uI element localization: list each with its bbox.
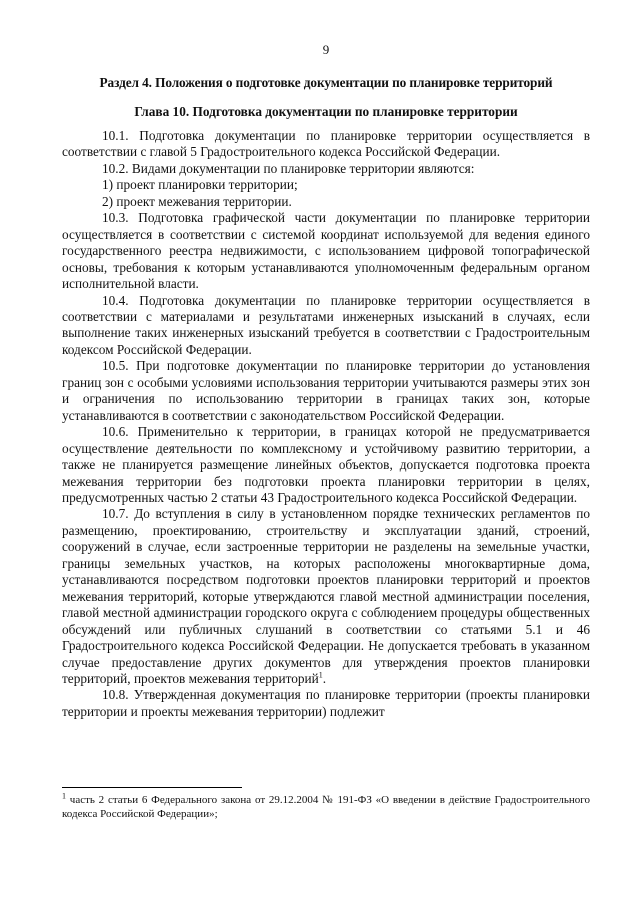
list-item-2: 2) проект межевания территории.	[102, 193, 292, 209]
paragraph-10-2: 10.2. Видами документации по планировке территории являются:	[102, 160, 475, 176]
footnote-marker: 1	[62, 791, 66, 801]
paragraph-10-1: 10.1. Подготовка документации по планировке территории осуществляется в соответствии с главой 5 Градостроительного кодекса Российской Федерации.	[62, 128, 590, 160]
paragraph-10-5: 10.5. При подготовке документации по планировке территории до установления границ зон с особыми условиями использования территории учитываются размеры этих зон и ограничения по использованию территории в границах таких зон, которые устанавливаются в соответствии с законодательством Российской Федерации.	[62, 358, 590, 423]
paragraph-10-3: 10.3. Подготовка графической части документации по планировке территории осуществляется в соответствии с системой координат используемой для ведения единого государственного реестра недвижимости, с использованием цифровой топографической основы, требования к которым устанавливаются уполномоченным федеральным органом исполнительной власти.	[62, 210, 590, 292]
paragraph-10-8: 10.8. Утвержденная документация по планировке территории (проекты планировки территории и проекты межевания территории) подлежит	[62, 687, 590, 719]
footnote	[62, 793, 590, 821]
document-page	[62, 0, 590, 720]
section-title: Раздел 4. Положения о подготовке документации по планировке территорий	[99, 75, 553, 90]
paragraph-10-7-text: 10.7. До вступления в силу в установленном порядке технических регламентов по размещению, проектированию, строительству и эксплуатации зданий, строений, сооружений в случае, если застроенные территории не разделены на земельные участки, границы земельных участков, на которых расположены многоквартирные дома, устанавливаются посредством подготовки проектов планировки территорий и проектов межевания территорий, которые утверждаются главой местной администрации поселения, главой местной администрации городского округа с соблюдением процедуры общественных обсуждений или публичных слушаний в соответствии со статьями 5.1 и 46 Градостроительного кодекса Российской Федерации. Не допускается требовать в указанном случае предоставление других документов для утверждения проектов планировки территорий, проектов межевания территорий	[62, 506, 590, 686]
page-number: 9	[322, 42, 330, 57]
paragraph-10-4: 10.4. Подготовка документации по планировке территории осуществляется в соответствии с материалами и результатами инженерных изысканий в случаях, если выполнение таких инженерных изысканий требуется в соответствии с Градостроительным кодексом Российской Федерации.	[62, 292, 590, 357]
footnote-reference: 1	[318, 670, 323, 680]
paragraph-10-6: 10.6. Применительно к территории, в границах которой не предусматривается осуществление деятельности по комплексному и устойчивому развитию территории, а также не планируется размещение линейных объектов, допускается подготовка проекта межевания территории без подготовки проекта планировки территории в целях, предусмотренных частью 2 статьи 43 Градостроительного кодекса Российской Федерации.	[62, 424, 590, 505]
document-body	[62, 128, 590, 720]
list-item-1: 1) проект планировки территории;	[102, 177, 298, 193]
paragraph-10-7: 10.7. До вступления в силу в установленном порядке технических регламентов по размещению, проектированию, строительству и эксплуатации зданий, строений, сооружений в случае, если застроенные территории не разделены на земельные участки, границы земельных участков, на которых расположены многоквартирные дома, устанавливаются посредством подготовки проектов планировки территорий и проектов межевания территорий, которые утверждаются главой местной администрации поселения, главой местной администрации городского округа с соблюдением процедуры общественных обсуждений или публичных слушаний в соответствии со статьями 5.1 и 46 Градостроительного кодекса Российской Федерации. Не допускается требовать в указанном случае предоставление других документов для утверждения проектов планировки территорий, проектов межевания территорий$^1$.	[62, 506, 590, 686]
footnote-divider	[62, 787, 242, 788]
footnote-text: часть 2 статьи 6 Федерального закона от 29.12.2004 № 191-ФЗ «О введении в действие Градостроительного кодекса Российской Федерации»;	[62, 794, 590, 820]
chapter-title: Глава 10. Подготовка документации по планировке территории	[134, 104, 518, 119]
